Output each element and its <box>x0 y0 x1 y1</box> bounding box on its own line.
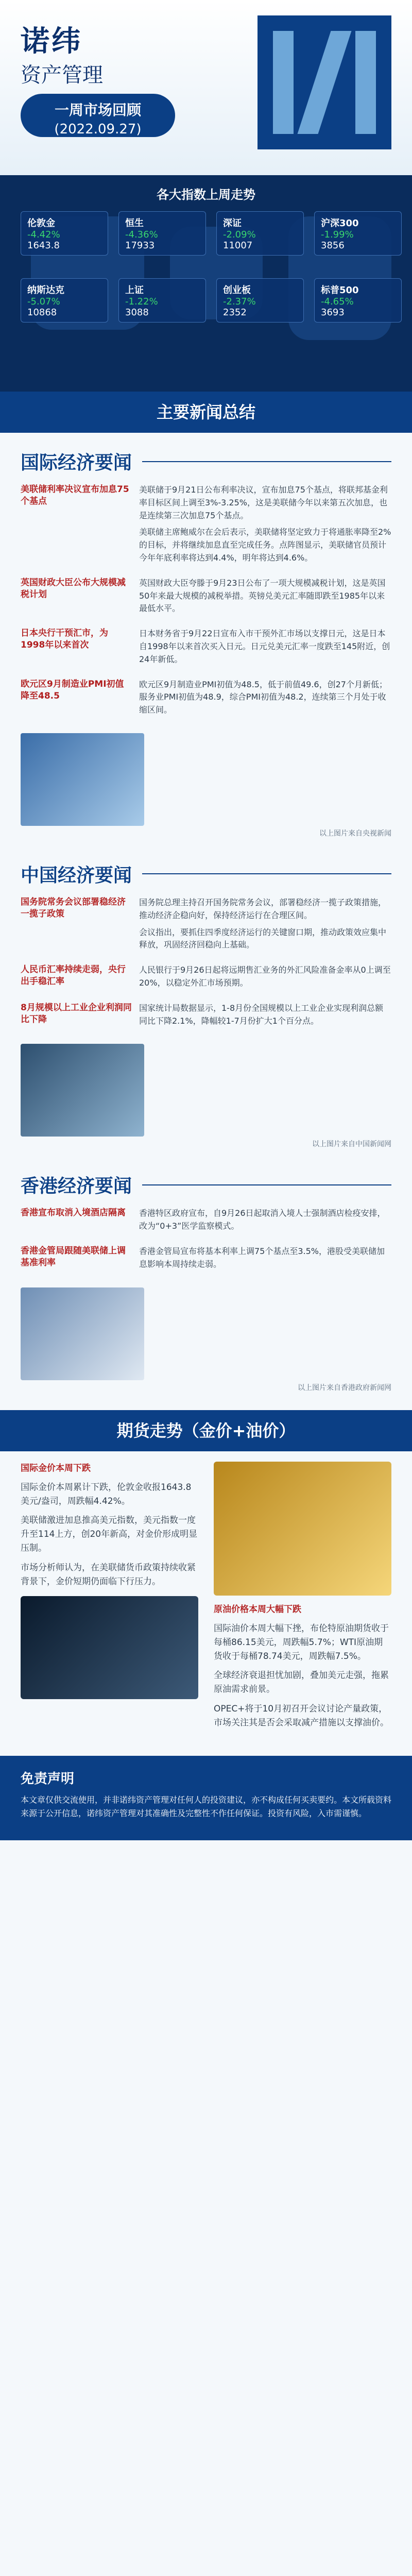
news-item: 日本央行干预汇市，为1998年以来首次 日本财务省于9月22日宣布入市干预外汇市场以支撑日元，这是日本自1998年以来首次买入日元。日元兑美元汇率一度跌至145附近，创24年新低。 <box>21 628 390 664</box>
news-item: 美联储利率决议宣布加息75个基点 美联储于9月21日公布利率决议，宣布加息75个基点，将联邦基金利率目标区间上调至3%-3.25%，这是美联储今年以来第五次加息，也是连续第三次加息75个基点。 美联储主席鲍威尔在会后表示，美联储将坚定致力于将通胀率降至2%的目标，并将继续加息直至完成任务。点阵图显示，美联储官员预计今年年底利率将达到4.4%，明年将达到4.6%。 <box>21 484 391 563</box>
oil-heading: 原油价格本周大幅下跌 <box>214 1604 301 1615</box>
brand-name: 诺纬 <box>21 25 82 58</box>
disclaimer <box>0 1756 412 1840</box>
news-item: 英国财政大臣公布大规模减税计划 英国财政大臣夸滕于9月23日公布了一项大规模减税计划，这是英国50年来最大规模的减税举措。英镑兑美元汇率随即跌至1985年以来最低水平。 <box>21 577 386 614</box>
news-item: 香港金管局跟随美联储上调基准利率 香港金管局宣布将基本利率上调75个基点至3.5%，港股受美联储加息影响本周持续走弱。 <box>21 1245 385 1269</box>
news-image <box>21 1044 144 1137</box>
gold-bars-image <box>214 1462 391 1596</box>
section-international <box>0 433 412 845</box>
section-title: 香港经济要闻 <box>21 1176 132 1197</box>
brand-subtitle: 资产管理 <box>21 63 103 87</box>
section-hongkong <box>0 1156 412 1399</box>
report-pill <box>21 94 175 137</box>
news-image <box>21 1287 144 1380</box>
section-china <box>0 845 412 1156</box>
section-title: 国际经济要闻 <box>21 452 132 473</box>
news-image <box>21 733 144 826</box>
index-card: 纳斯达克 -5.07% 10868 <box>21 278 108 323</box>
image-source: 以上图片来自央视新闻 <box>319 829 391 838</box>
report-date: (2022.09.27) <box>54 122 142 137</box>
section-header <box>0 1156 412 1203</box>
index-card: 上证 -1.22% 3088 <box>118 278 206 323</box>
market-title: 各大指数上周走势 <box>157 188 255 202</box>
image-source: 以上图片来自香港政府新闻网 <box>298 1383 391 1392</box>
image-source: 以上图片来自中国新闻网 <box>312 1140 391 1149</box>
index-card: 恒生 -4.36% 17933 <box>118 211 206 256</box>
header <box>0 0 412 175</box>
news-item: 8月规模以上工业企业利润同比下降 国家统计局数据显示，1-8月份全国规模以上工业企业实现利润总额同比下降2.1%，降幅较1-7月份扩大1个百分点。 <box>21 1002 384 1026</box>
disclaimer-title: 免责声明 <box>21 1771 75 1787</box>
gold-heading: 国际金价本周下跌 <box>21 1463 91 1473</box>
report-title: 一周市场回顾 <box>54 101 141 118</box>
futures-banner: 期货走势（金价+油价） <box>0 1410 412 1451</box>
gold-column: 国际金价本周下跌 国际金价本周累计下跌，伦敦金收报1643.8美元/盎司，周跌幅4.42%。 美联储激进加息推高美元指数，美元指数一度升至114上方，创20年新高，对金价形成明显压制。 市场分析师认为，在美联储货币政策持续收紧背景下，金价短期仍面临下行压力。 <box>21 1462 198 1736</box>
section-title: 中国经济要闻 <box>21 865 132 886</box>
disclaimer-body: 本文章仅供交流使用，并非诺纬资产管理对任何人的投资建议，亦不构成任何买卖要约。本文所载资料来源于公开信息，诺纬资产管理对其准确性及完整性不作任何保证。投资有风险，入市需谨慎。 <box>21 1795 392 1818</box>
news-item: 人民币汇率持续走弱，央行出手稳汇率 人民银行于9月26日起将远期售汇业务的外汇风险准备金率从0上调至20%，以稳定外汇市场预期。 <box>21 964 391 988</box>
news-item: 国务院常务会议部署稳经济一揽子政策 国务院总理主持召开国务院常务会议，部署稳经济一揽子政策措施，推动经济企稳向好，保持经济运行在合理区间。 会议指出，要抓住四季度经济运行的关键窗口期，推动政策效应集中释放，巩固经济回稳向上基础。 <box>21 896 387 950</box>
news-summary-banner: 主要新闻总结 <box>0 392 412 433</box>
index-card: 伦敦金 -4.42% 1643.8 <box>21 211 108 256</box>
brand-logo-icon <box>258 15 391 149</box>
futures-section <box>0 1451 412 1746</box>
section-header <box>0 433 412 480</box>
oil-barrel-image <box>21 1596 198 1699</box>
news-item: 香港宣布取消入境酒店隔离 香港特区政府宣布，自9月26日起取消入境人士强制酒店检疫安排，改为“0+3”医学监察模式。 <box>21 1208 386 1231</box>
index-card: 创业板 -2.37% 2352 <box>216 278 304 323</box>
news-item: 欧元区9月制造业PMI初值降至48.5 欧元区9月制造业PMI初值为48.5，低于前值49.6，创27个月新低；服务业PMI初值为48.9，综合PMI初值为48.2，连续第三个月处于收缩区间。 <box>21 679 387 715</box>
index-card: 沪深300 -1.99% 3856 <box>314 211 402 256</box>
market-overview <box>0 175 412 392</box>
index-card: 标普500 -4.65% 3693 <box>314 278 402 323</box>
section-header <box>0 845 412 892</box>
oil-column: 原油价格本周大幅下跌 国际油价本周大幅下挫，布伦特原油期货收于每桶86.15美元，周跌幅5.7%；WTI原油期货收于每桶78.74美元，周跌幅7.5%。 全球经济衰退担忧加剧，叠加美元走强，拖累原油需求前景。 OPEC+将于10月初召开会议讨论产量政策，市场关注其是否会采取减产措施以支撑油价。 <box>214 1462 391 1736</box>
index-card: 深证 -2.09% 11007 <box>216 211 304 256</box>
